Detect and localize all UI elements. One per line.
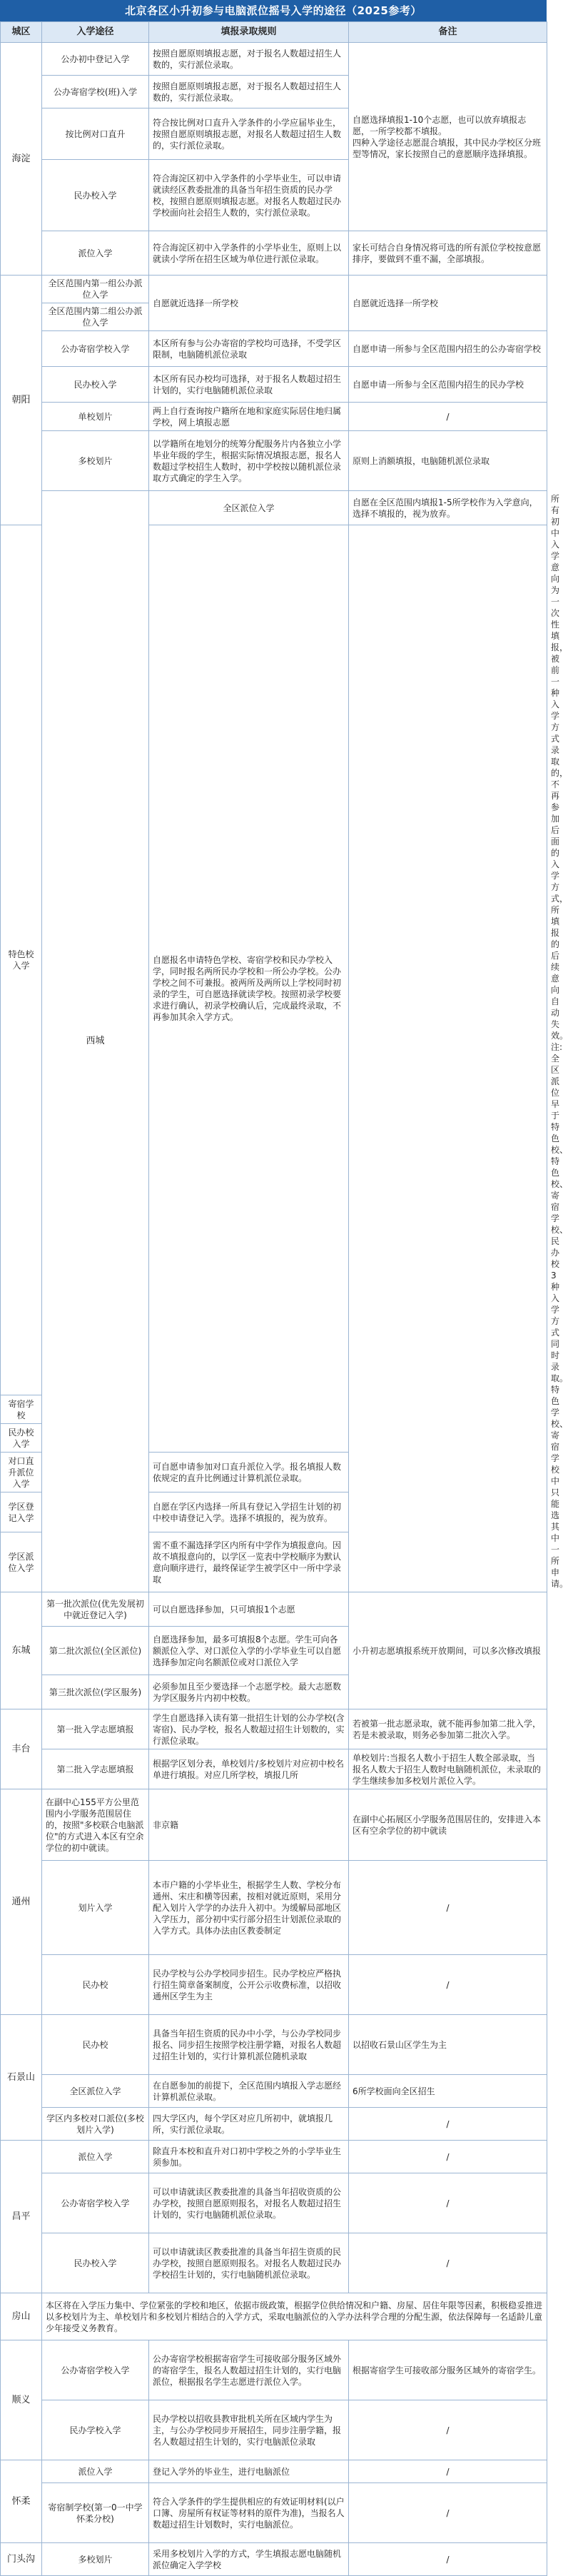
note-cell: / <box>349 2483 547 2543</box>
path-cell: 公办寄宿学校(班)入学 <box>42 76 149 108</box>
table-row <box>1 43 547 76</box>
district-huairou: 怀柔 <box>1 2460 42 2543</box>
table-row <box>1 2460 547 2483</box>
table-row <box>1 231 547 276</box>
district-changping: 昌平 <box>1 2141 42 2293</box>
table-row <box>1 331 547 367</box>
rule-cell: 两上自行查询按户籍所在地和家庭实际居住地归属学校，网上填报志愿 <box>149 403 349 431</box>
table-row <box>1 2293 547 2340</box>
rule-cell: 自愿选择参加，最多可填报8个志愿。学生可向各额派位入学、对口派位入学的小学毕业生可以自愿选择参加定向名额派位或对口派位入学 <box>149 1627 349 1675</box>
note-cell: / <box>349 403 547 431</box>
district-shunyi: 顺义 <box>1 2340 42 2460</box>
path-cell: 全区范围内第二组公办派位入学 <box>42 303 149 331</box>
rule-cell: 本区所有参与公办寄宿的学校均可选择，不受学区限制，电脑随机派位录取 <box>149 331 349 367</box>
admission-table <box>0 21 568 2576</box>
note-cell: / <box>349 1955 547 2015</box>
note-cell: / <box>349 2141 547 2173</box>
rule-cell: 自愿报名申请特色学校、寄宿学校和民办学校入学，同时报名两所民办学校和一所公办学校。公办学校之间不可兼报。被两所及两所以上学校同时初录的学生，可自愿选择就读学校。按照初录学校要求进行确认，初录学校确认后，完成最终录取，不再参加其余入学方式。 <box>149 525 349 1453</box>
rule-cell: 符合海淀区初中入学条件的小学毕业生，可以申请就读经区教委批准的具备当年招生资质的民办学校，按照自愿原则填报志愿。对报名人数超过民办学校面向社会招生人数的，实行派位录取。 <box>149 160 349 231</box>
path-cell: 公办初中登记入学 <box>42 43 149 76</box>
note-cell: / <box>349 2400 547 2460</box>
header-path: 入学途径 <box>42 22 149 43</box>
rule-cell: 公办寄宿学校根据寄宿学生可接收部分服务区域外的寄宿学生，报名人数超过招生计划的，实行电脑派位，根据报名学生志愿进行派位入学。 <box>149 2340 349 2400</box>
rule-cell: 自愿在学区内选择一所具有登记入学招生计划的初中校申请登记入学。选择不填报的，视为放弃。 <box>149 1492 349 1532</box>
path-cell: 单校划片 <box>42 403 149 431</box>
table-row <box>1 1709 547 1749</box>
rule-cell: 学生自愿选择入读有第一批招生计划的公办学校(含寄宿)、民办学校，报名人数超过招生计划数的，实行派位录取。 <box>149 1709 349 1749</box>
rule-cell: 在自愿参加的前提下，全区范围内填报入学志愿经计算机派位录取。 <box>149 2075 349 2108</box>
path-cell: 民办校入学 <box>42 367 149 403</box>
path-cell: 寄宿制学校(第一0一中学怀柔分校) <box>42 2483 149 2543</box>
note-cell: / <box>349 2233 547 2293</box>
path-cell: 按比例对口直升 <box>42 108 149 160</box>
path-cell: 公办寄宿学校入学 <box>42 2340 149 2400</box>
table-row <box>1 431 547 491</box>
rule-cell: 需不重不漏选择学区内所有中学作为填报意向。因故不填报意向的，以学区一览表中学校顺序为默认意向顺序进行，最终保证学生被学区中一所中学录取 <box>149 1532 349 1592</box>
rule-cell: 采用多校划片入学的方式，学生填报志愿电脑随机派位确定入学学校 <box>149 2543 349 2576</box>
path-cell: 民办学校入学 <box>42 2400 149 2460</box>
table-row <box>1 1749 547 1789</box>
rule-cell: 可以申请就读区教委批准的具备当年招生资质的民办学校，按照自愿原则报名。对报名人数超过民办学校招生计划的，实行电脑随机派位录取。 <box>149 2233 349 2293</box>
table-row <box>1 276 547 303</box>
path-cell: 派位入学 <box>42 2460 149 2483</box>
rule-cell: 登记入学外的毕业生，进行电脑派位 <box>149 2460 349 2483</box>
table-row <box>1 2543 547 2576</box>
rule-cell: 非京籍 <box>149 1789 349 1861</box>
note-cell: / <box>349 2460 547 2483</box>
path-cell: 第三批次派位(学区服务) <box>42 1675 149 1709</box>
path-cell: 公办寄宿学校入学 <box>42 2173 149 2233</box>
path-cell: 全区派位入学 <box>149 491 349 525</box>
rule-cell: 以学籍所在地划分的统筹分配服务片内各独立小学毕业年级的学生，根据实际情况填报志愿，报名人数超过学校招生人数时，初中学校按以随机派位录取方式确定的学生入学。 <box>149 431 349 491</box>
district-shijingshan: 石景山 <box>1 2015 42 2141</box>
rule-cell: 自愿就近选择一所学校 <box>149 276 349 331</box>
district-fangshan: 房山 <box>1 2293 42 2340</box>
path-cell: 多校划片 <box>42 2543 149 2576</box>
table-row <box>1 2340 547 2400</box>
rule-cell: 四大学区内，每个学区对应几所初中，就填报几所，实行派位录取。 <box>149 2108 349 2141</box>
note-cell: 自愿申请一所参与全区范围内招生的公办寄宿学校 <box>349 331 547 367</box>
rule-cell: 民办学校与公办学校同步招生。民办学校应严格执行招生简章备案制度，公开公示收费标准，以招收通州区学生为主 <box>149 1955 349 2015</box>
note-cell: / <box>349 2543 547 2576</box>
note-cell: 原则上消额填报，电脑随机派位录取 <box>349 431 547 491</box>
path-cell: 民办校入学 <box>42 160 149 231</box>
path-cell: 民办校 <box>42 1955 149 2015</box>
rule-cell: 可以自愿选择参加，只可填报1个志愿 <box>149 1592 349 1627</box>
table-row <box>1 2141 547 2173</box>
header-district: 城区 <box>1 22 42 43</box>
path-cell: 第一批次派位(优先发展初中就近登记入学) <box>42 1592 149 1627</box>
path-cell: 派位入学 <box>42 231 149 276</box>
note-cell: / <box>349 2108 547 2141</box>
district-mentougou: 门头沟 <box>1 2543 42 2576</box>
table-row <box>1 403 547 431</box>
path-cell: 公办寄宿学校入学 <box>42 331 149 367</box>
note-cell: 小升初志愿填报系统开放期间，可以多次修改填报 <box>349 1592 547 1709</box>
table-row <box>1 1592 547 1627</box>
rule-cell: 除直升本校和直升对口初中学校之外的小学毕业生须参加。 <box>149 2141 349 2173</box>
rule-cell: 必须参加且至少要选择一个志愿学校。最大志愿数为学区服务片内初中校数。 <box>149 1675 349 1709</box>
path-cell: 民办校入学 <box>42 2233 149 2293</box>
note-cell: 根据寄宿学生可接收部分服务区域外的寄宿学生。 <box>349 2340 547 2400</box>
note-cell: 自愿申请一所参与全区范围内招生的民办学校 <box>349 367 547 403</box>
table-row <box>1 1861 547 1955</box>
district-chaoyang: 朝阳 <box>1 276 42 525</box>
table-row <box>1 2108 547 2141</box>
rule-cell: 自愿在全区范围内填报1-5所学校作为入学意向，选择不填报的，视为放弃。 <box>349 491 547 525</box>
path-cell: 民办校入学 <box>1 1424 42 1453</box>
rule-cell: 可自愿申请参加对口直升派位入学。报名填报人数依规定的直升比例通过计算机派位录取。 <box>149 1453 349 1492</box>
rule-cell: 根据学区划分表，单校划片/多校划片对应初中校名单进行填报。对应几所学校，填报几所 <box>149 1749 349 1789</box>
rule-cell: 民办学校以招收县教审批机关所在区域内学生为主，与公办学校同步开展招生，同步注册学籍，报名人数超过招生计划的，实行电脑派位录取 <box>149 2400 349 2460</box>
path-cell: 学区登记入学 <box>1 1492 42 1532</box>
note-cell: 自愿就近选择一所学校 <box>349 276 547 331</box>
path-cell: 划片入学 <box>42 1861 149 1955</box>
note-cell: 自愿选择填报1-10个志愿，也可以放弃填报志愿，一所学校都不填报。 四种入学途径志愿混合填报，其中民办学校区分班型等情况，家长按照自己的意愿顺序选择填报。 <box>349 43 547 231</box>
district-dongcheng: 东城 <box>1 1592 42 1709</box>
note-cell: 家长可结合自身情况将可选的所有派位学校按意愿排序，要做到不重不漏，全部填报。 <box>349 231 547 276</box>
table-row <box>1 2015 547 2075</box>
path-cell: 在副中心155平方公里范围内小学服务范围居住的，按照"多校联合电脑派位"的方式进入本区有空余学位的初中就读。 <box>42 1789 149 1861</box>
path-cell: 多校划片 <box>42 431 149 491</box>
note-cell: 6所学校面向全区招生 <box>349 2075 547 2108</box>
path-cell: 对口直升派位入学 <box>1 1453 42 1492</box>
path-cell: 第二批入学志愿填报 <box>42 1749 149 1789</box>
rule-cell: 具备当年招生资质的民办中小学，与公办学校同步报名、同步招生按照学校注册学籍，对报名人数超过招生计划的，实行计算机派位随机录取 <box>149 2015 349 2075</box>
path-cell: 寄宿学校 <box>1 1395 42 1424</box>
note-cell: / <box>349 1861 547 1955</box>
path-cell: 民办校 <box>42 2015 149 2075</box>
district-tongzhou: 通州 <box>1 1789 42 2015</box>
note-cell: 单校划片:当报名人数小于招生人数全部录取，当报名人数大于招生人数时电脑随机派位，未录取的学生继续参加多校划片派位入学。 <box>349 1749 547 1789</box>
rule-cell: 按照自愿原则填报志愿，对于报名人数超过招生人数的，实行派位录取。 <box>149 76 349 108</box>
table-row <box>1 2075 547 2108</box>
note-cell: 以招收石景山区学生为主 <box>349 2015 547 2075</box>
rule-cell: 本市户籍的小学毕业生，根据学生人数、学校分布通州、宋庄和横等因素，按相对就近原则，采用分配入划片入学学的办法升入初中。为缓解局部地区入学压力，部分初中实行部分招生计划派位录取的入学方式。具体办法由区教委制定 <box>149 1861 349 1955</box>
district-fengtai: 丰台 <box>1 1709 42 1789</box>
header-note: 备注 <box>349 22 547 43</box>
note-cell: / <box>349 2173 547 2233</box>
rule-cell: 可以申请就读区教委批准的具备当年招收资质的公办学校，按照自愿原则报名，对报名人数超过招生计划的，实行电脑随机派位录取。 <box>149 2173 349 2233</box>
path-cell: 第一批入学志愿填报 <box>42 1709 149 1749</box>
rule-cell: 符合入学条件的学生提供相应的有效证明材料(以户口簿、房屋所有权证等材料的原件为准)，当报名人数超过招生计划数时，实行电脑派位。 <box>149 2483 349 2543</box>
table-row <box>1 1955 547 2015</box>
path-cell: 全区派位入学 <box>42 2075 149 2108</box>
page-title: 北京各区小升初参与电脑派位摇号入学的途径（2025参考） <box>0 0 547 21</box>
rule-cell: 本区所有民办校均可选择，对于报名人数超过招生计划的，实行电脑随机派位录取 <box>149 367 349 403</box>
district-xicheng: 西城 <box>42 491 149 1592</box>
fangshan-policy-text: 本区将在入学压力集中、学位紧张的学校和地区，依据市级政策，根据学位供给情况和户籍、房屋、居住年限等因素，积极稳妥推进以多校划片为主、单校划片和多校划片相结合的入学方式，采取电脑派位的入学办法科学合理的分配生源，依法保障每一名适龄儿童少年接受义务教育。 <box>42 2293 547 2340</box>
rule-cell: 按照自愿原则填报志愿，对于报名人数超过招生人数的，实行派位录取。 <box>149 43 349 76</box>
rule-cell: 符合海淀区初中入学条件的小学毕业生，原则上以就读小学所在招生区域为单位进行派位录取。 <box>149 231 349 276</box>
table-row <box>1 2173 547 2233</box>
table-row <box>1 2400 547 2460</box>
path-cell: 第二批次派位(全区派位) <box>42 1627 149 1675</box>
note-cell: 若被第一批志愿录取，就不能再参加第二批入学，若是未被录取，则务必参加第二批次入学。 <box>349 1709 547 1749</box>
note-cell: 在副中心拓展区小学服务范围居住的，安排进入本区有空余学位的初中就读 <box>349 1789 547 1861</box>
table-row: 西城 全区派位入学 自愿在全区范围内填报1-5所学校作为入学意向，选择不填报的，视为放弃。 所有初中入学意向为一次性填报，被前一种入学方式录取的，不再参加后面的入学方式，所填报的后续意向自动失效。 注:全区派位早于特色校、特色校、寄宿学校、民办校3种入学方式同时录取。 特色学校、寄宿学校中只能选其中一所申请。 <box>1 491 547 525</box>
table-row <box>1 367 547 403</box>
rule-cell: 符合按比例对口直升入学条件的小学应届毕业生，按照自愿原则填报志愿，对报名人数超过招生人数的，实行派位录取。 <box>149 108 349 160</box>
table-row <box>1 2233 547 2293</box>
header-row <box>1 22 547 43</box>
path-cell: 特色校入学 <box>1 525 42 1395</box>
path-cell: 派位入学 <box>42 2141 149 2173</box>
district-haidian: 海淀 <box>1 43 42 276</box>
table-row <box>1 2483 547 2543</box>
header-rule: 填报录取规则 <box>149 22 349 43</box>
table-row <box>1 1789 547 1861</box>
path-cell: 全区范围内第一组公办派位入学 <box>42 276 149 303</box>
path-cell: 学区派位入学 <box>1 1532 42 1592</box>
path-cell: 学区内多校对口派位(多校划片入学) <box>42 2108 149 2141</box>
